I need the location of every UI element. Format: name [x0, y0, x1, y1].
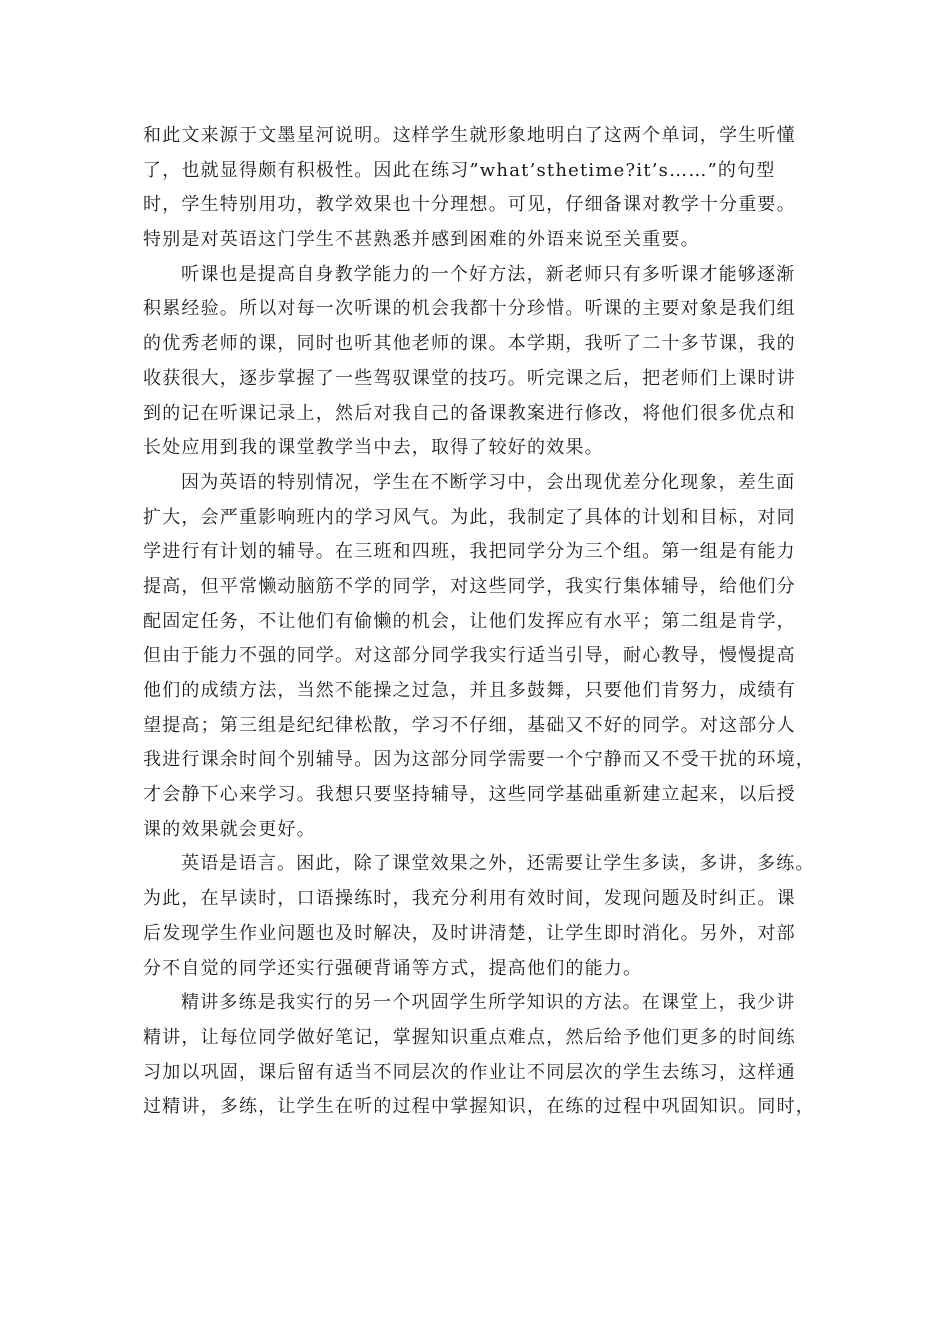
paragraph-first-line: 精讲多练是我实行的另一个巩固学生所学知识的方法。在课堂上，我少讲 [181, 992, 796, 1014]
text-line: 和此文来源于文墨星河说明。这样学生就形象地明白了这两个单词，学生听懂 [143, 125, 796, 146]
text-line: 扩大，会严重影响班内的学习风气。为此，我制定了具体的计划和目标，对同 [143, 506, 796, 528]
paragraph-first-line: 听课也是提高自身教学能力的一个好方法，新老师只有多听课才能够逐渐 [181, 263, 796, 285]
text-line: 才会静下心来学习。我想只要坚持辅导，这些同学基础重新建立起来，以后授 [143, 784, 796, 806]
text-line: 积累经验。所以对每一次听课的机会我都十分珍惜。听课的主要对象是我们组 [143, 298, 796, 320]
text-line: 我进行课余时间个别辅导。因为这部分同学需要一个宁静而又不受干扰的环境， [143, 749, 815, 771]
text-line: 配固定任务，不让他们有偷懒的机会，让他们发挥应有水平；第二组是肯学， [143, 610, 796, 632]
text-line: 时，学生特别用功，教学效果也十分理想。可见，仔细备课对教学十分重要。 [143, 194, 796, 216]
paragraph-first-line: 英语是语言。困此，除了课堂效果之外，还需要让学生多读，多讲，多练。 [181, 853, 815, 875]
text-line: 他们的成绩方法，当然不能操之过急，并且多鼓舞，只要他们肯努力，成绩有 [143, 680, 796, 701]
text-line: 收获很大，逐步掌握了一些驾驭课堂的技巧。听完课之后，把老师们上课时讲 [143, 367, 796, 389]
text-line: 特别是对英语这门学生不甚熟悉并感到困难的外语来说至关重要。 [143, 229, 700, 251]
text-line: 精讲，让每位同学做好笔记，掌握知识重点难点，然后给予他们更多的时间练 [143, 1026, 796, 1048]
text-line: 课的效果就会更好。 [143, 818, 316, 840]
text-line: 分不自觉的同学还实行强硬背诵等方式，提高他们的能力。 [143, 957, 643, 979]
paragraph-first-line: 因为英语的特别情况，学生在不断学习中，会出现优差分化现象，差生面 [181, 471, 796, 493]
text-line: 望提高；第三组是纪纪律松散，学习不仔细，基础又不好的同学。对这部分人 [143, 714, 796, 736]
text-line: 为此，在早读时，口语操练时，我充分利用有效时间，发现问题及时纠正。课 [143, 888, 796, 910]
text-line: 提高，但平常懒动脑筋不学的同学，对这些同学，我实行集体辅导，给他们分 [143, 575, 796, 597]
text-line: 但由于能力不强的同学。对这部分同学我实行适当引导，耐心教导，慢慢提高 [143, 645, 796, 667]
text-line: 过精讲，多练，让学生在听的过程中掌握知识，在练的过程中巩固知识。同时， [143, 1096, 815, 1118]
text-line: 的优秀老师的课，同时也听其他老师的课。本学期，我听了二十多节课，我的 [143, 333, 796, 355]
text-line: 到的记在听课记录上，然后对我自己的备课教案进行修改，将他们很多优点和 [143, 402, 796, 424]
document-body [143, 119, 815, 1125]
text-line: 长处应用到我的课堂教学当中去，取得了较好的效果。 [143, 437, 604, 459]
text-line: 了，也就显得颇有积极性。因此在练习”what’sthetime?it’s……”的句型 [143, 159, 776, 181]
text-line: 后发现学生作业问题也及时解决，及时讲清楚，让学生即时消化。另外，对部 [143, 922, 796, 944]
text-line: 习加以巩固，课后留有适当不同层次的作业让不同层次的学生去练习，这样通 [143, 1061, 796, 1083]
text-line: 学进行有计划的辅导。在三班和四班，我把同学分为三个组。第一组是有能力 [143, 541, 796, 563]
